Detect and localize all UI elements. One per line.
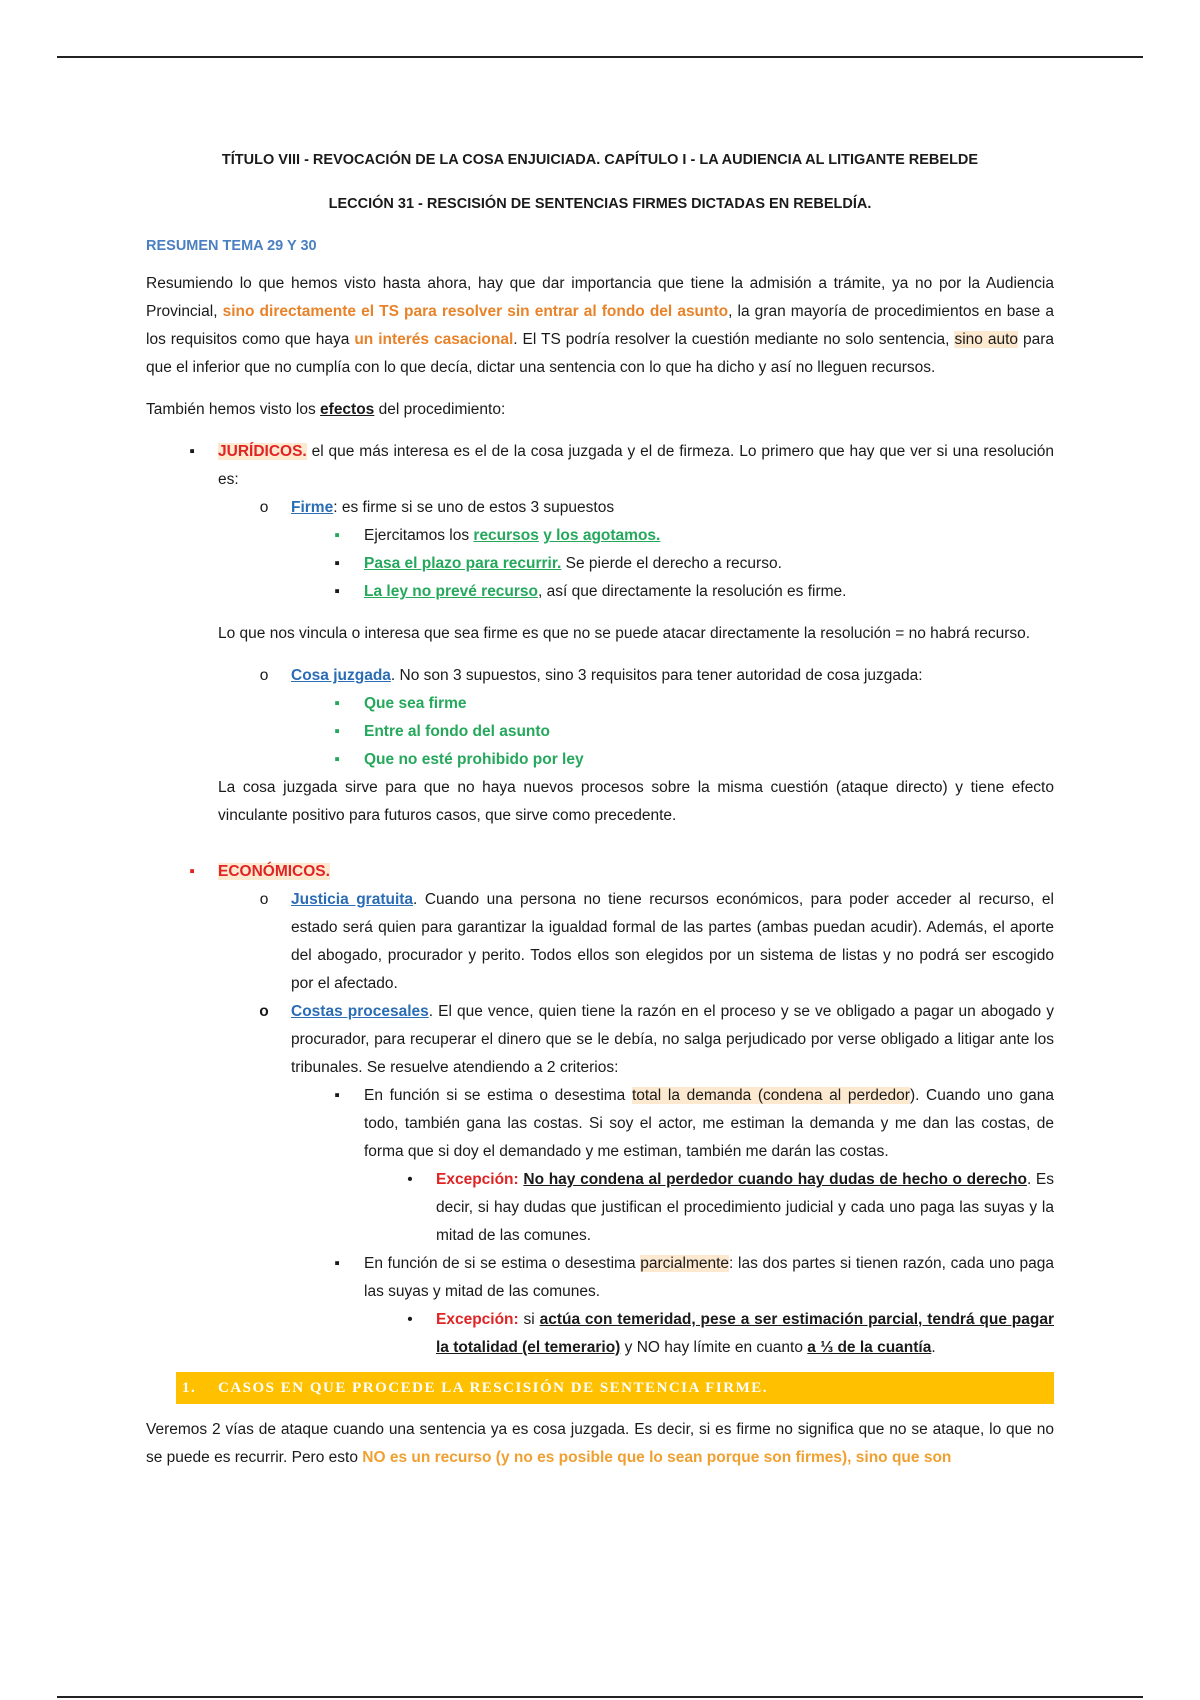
text-run: . El TS podría resolver la cuestión mediante no solo sentencia,: [513, 331, 955, 348]
text-run: . Cuando una persona no tiene recursos económicos, para poder acceder al recurso, el estado será quien para garantizar la igualdad formal de las partes (ambas puedan acudir). Además, el aporte del abogado, procurador y perito. Todos ellos son elegidos por un sistema de listas y no podrá ser escogido por el afectado.: [291, 891, 1054, 992]
criterion-total: [146, 1082, 1054, 1166]
text-run: . No son 3 supuestos, sino 3 requisitos para tener autoridad de cosa juzgada:: [390, 667, 923, 684]
justicia-gratuita-label: Justicia gratuita: [291, 891, 414, 908]
list-item: [146, 522, 1054, 550]
section-number: 1.: [182, 1380, 197, 1396]
summary-heading: RESUMEN TEMA 29 Y 30: [146, 238, 317, 254]
firme-note: Lo que nos vincula o interesa que sea firme es que no se puede atacar directamente la resolución = no habrá recurso.: [218, 625, 1031, 642]
highlight-run: sino directamente el TS para resolver sin entrar al fondo del asunto: [222, 303, 729, 320]
section-heading-1: [176, 1372, 1054, 1404]
list-item: [146, 690, 1054, 718]
underlined-run: actúa con temeridad, pese a ser estimación parcial, tendrá que pagar la totalidad (el temerario): [436, 1311, 1054, 1356]
text-run: : las dos partes si tienen razón, cada uno paga las suyas y mitad de las comunes.: [364, 1255, 1054, 1300]
text-run: Resumiendo lo que hemos visto hasta ahora, hay que dar importancia que tiene la admisión a trámite, ya no por la Audiencia Provincial,: [146, 275, 1054, 320]
text-run: En función si se estima o desestima: [364, 1087, 632, 1104]
text-run: Veremos 2 vías de ataque cuando una sentencia ya es cosa juzgada. Es decir, si es firme no significa que no se ataque, lo que no se puede es recurrir. Pero esto: [146, 1421, 1054, 1466]
bullet-costas-procesales: [146, 998, 1054, 1082]
highlight-run: un interés casacional: [354, 331, 514, 348]
green-run: Que sea firme: [364, 695, 467, 712]
cosa-juzgada-label: Cosa juzgada: [291, 667, 391, 684]
green-run: Entre al fondo del asunto: [364, 723, 551, 740]
text-run: .: [931, 1339, 936, 1356]
bullet-marker: ▪: [189, 443, 195, 460]
list-item: [146, 578, 1054, 606]
bullet-marker: •: [407, 1311, 413, 1328]
underlined-run: No hay condena al perdedor cuando hay dudas de hecho o derecho: [523, 1171, 1027, 1188]
underlined-run: efectos: [320, 401, 375, 418]
bullet-marker: ▪: [334, 583, 340, 600]
costas-procesales-label: Costas procesales: [291, 1003, 429, 1020]
section-title: CASOS EN QUE PROCEDE LA RESCISIÓN DE SENTENCIA FIRME.: [218, 1380, 769, 1396]
highlight-run: parcialmente: [640, 1255, 730, 1272]
footer-rule: [57, 1696, 1143, 1698]
bullet-marker: ▪: [334, 723, 340, 740]
text-run: el que más interesa es el de la cosa juzgada y el de firmeza. Lo primero que hay que ver si una resolución es:: [218, 443, 1054, 488]
intro-paragraph: [146, 270, 1054, 382]
criterion-partial: [146, 1250, 1054, 1306]
text-run: También hemos visto los: [146, 401, 321, 418]
bullet-economicos: [146, 858, 1054, 886]
list-item: [146, 746, 1054, 774]
bullet-marker: ▪: [334, 1087, 340, 1104]
text-run: : es firme si se uno de estos 3 supuestos: [333, 499, 615, 516]
list-item: [146, 550, 1054, 578]
bullet-firme: [146, 494, 1054, 522]
effects-paragraph: [146, 396, 1054, 424]
highlight-run: NO es un recurso (y no es posible que lo sean porque son firmes), sino que son: [362, 1449, 952, 1466]
text-run: , así que directamente la resolución es firme.: [538, 583, 847, 600]
underlined-run: a ⅓ de la cuantía: [807, 1339, 932, 1356]
text-run: . Es decir, si hay dudas que justifican el procedimiento judicial y cada uno paga las suyas y la mitad de las comunes.: [436, 1171, 1055, 1244]
exception-label: Excepción:: [436, 1311, 519, 1328]
bullet-juridicos: [146, 438, 1054, 494]
exception-total: [146, 1166, 1054, 1250]
bullet-marker: ▪: [189, 863, 195, 880]
bullet-marker: ▪: [334, 527, 340, 544]
green-run: Pasa el plazo para recurrir.: [364, 555, 562, 572]
text-run: ). Cuando uno gana todo, también gana las costas. Si soy el actor, me estiman la demanda y me dan las costas, de forma que si doy el demandado y me estiman, también me darán las costas.: [364, 1087, 1054, 1160]
text-run: En función de si se estima o desestima: [364, 1255, 641, 1272]
cosa-juzgada-note: La cosa juzgada sirve para que no haya nuevos procesos sobre la misma cuestión (ataque directo) y tiene efecto vinculante positivo para futuros casos, que sirve como precedente.: [218, 779, 1054, 824]
header-rule: [57, 56, 1143, 58]
text-run: si: [518, 1311, 540, 1328]
final-paragraph: [146, 1416, 1054, 1472]
text-run: . El que vence, quien tiene la razón en el proceso y se ve obligado a pagar un abogado y procurador, para recuperar el dinero que se le debía, no salga perjudicado por verse obligado a litigar ante los tribunales. Se resuelve atendiendo a 2 criterios:: [291, 1003, 1054, 1076]
text-run: para que el inferior que no cumplía con lo que decía, dictar una sentencia con lo que ha dicho y así no lleguen recursos.: [146, 331, 1054, 376]
text-run: Se pierde el derecho a recurso.: [561, 555, 782, 572]
text-run: , la gran mayoría de procedimientos en base a los requisitos como que haya: [146, 303, 1055, 348]
text-run: y NO hay límite en cuanto: [620, 1339, 808, 1356]
list-item: [146, 718, 1054, 746]
bullet-marker: o: [259, 891, 269, 908]
green-run: recursos: [473, 527, 539, 544]
exception-partial: [146, 1306, 1054, 1362]
bullet-marker: ▪: [334, 695, 340, 712]
bullet-marker: o: [259, 1003, 269, 1020]
highlight-run: total la demanda (condena al perdedor: [631, 1087, 910, 1104]
bullet-marker: o: [259, 667, 269, 684]
text-run: Ejercitamos los: [364, 527, 474, 544]
firme-label: Firme: [291, 499, 334, 516]
economicos-label: ECONÓMICOS.: [218, 863, 330, 880]
green-run: y los agotamos.: [543, 527, 661, 544]
bullet-marker: o: [259, 499, 269, 516]
document-page: [146, 150, 1054, 1472]
green-run: Que no esté prohibido por ley: [364, 751, 584, 768]
green-run: La ley no prevé recurso: [364, 583, 539, 600]
exception-label: Excepción:: [436, 1171, 519, 1188]
juridicos-label: JURÍDICOS.: [218, 443, 307, 460]
title-line-1: TÍTULO VIII - REVOCACIÓN DE LA COSA ENJUICIADA. CAPÍTULO I - LA AUDIENCIA AL LITIGANTE REBELDE: [221, 152, 979, 168]
bullet-marker: ▪: [334, 751, 340, 768]
text-run: del procedimiento:: [374, 401, 506, 418]
title-line-2: LECCIÓN 31 - RESCISIÓN DE SENTENCIAS FIRMES DICTADAS EN REBELDÍA.: [328, 196, 872, 212]
bullet-marker: ▪: [334, 555, 340, 572]
bullet-marker: ▪: [334, 1255, 340, 1272]
bullet-justicia-gratuita: [146, 886, 1054, 998]
bullet-marker: •: [407, 1171, 413, 1188]
highlight-run: sino auto: [954, 331, 1018, 348]
bullet-cosa-juzgada: [146, 662, 1054, 690]
